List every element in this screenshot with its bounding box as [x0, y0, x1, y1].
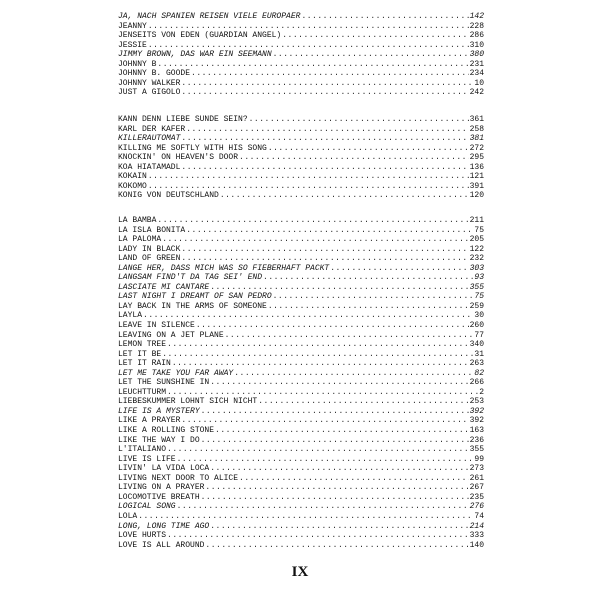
entry-title: JOHNNY B. GOODE: [118, 69, 191, 79]
dot-leader: [225, 331, 474, 341]
dot-leader: [220, 191, 469, 201]
entry-title: LIKE A ROLLING STONE: [118, 426, 215, 436]
index-entry: [118, 426, 484, 436]
entry-title: L'ITALIANO: [118, 445, 167, 455]
index-section-l: [118, 216, 484, 550]
entry-title: JA, NACH SPANIEN REISEN VIELE EUROPÄER: [118, 12, 301, 21]
index-entry: [118, 455, 484, 465]
entry-title: LANGSAM FIND'T DA TAG SEI' END: [118, 273, 263, 283]
entry-page-number: 214: [469, 521, 484, 531]
index-entry: [118, 531, 484, 541]
dot-leader: [143, 311, 473, 321]
dot-leader: [148, 172, 469, 182]
entry-page-number: 303: [469, 263, 484, 273]
entry-title: LOVE IS ALL AROUND: [118, 540, 205, 550]
index-entry: [118, 436, 484, 446]
index-entry: [118, 216, 484, 226]
entry-page-number: 82: [474, 368, 484, 378]
entry-title: LEAVING ON A JET PLANE: [118, 330, 224, 340]
entry-title: LET IT RAIN: [118, 359, 171, 369]
entry-title: KILLERAUTOMAT: [118, 134, 181, 144]
entry-page-number: 31: [474, 349, 484, 359]
entry-page-number: 228: [469, 21, 484, 31]
index-entry: [118, 502, 484, 512]
index-entry: [118, 245, 484, 255]
index-section-k: [118, 115, 484, 201]
dot-leader: [181, 79, 473, 89]
dot-leader: [181, 245, 468, 255]
entry-title: KILLING ME SOFTLY WITH HIS SONG: [118, 143, 267, 153]
index-entry: [118, 522, 484, 532]
entry-title: LET ME TAKE YOU FAR AWAY: [118, 368, 234, 378]
dot-leader: [330, 264, 468, 274]
index-entry: [118, 464, 484, 474]
dot-leader: [282, 31, 468, 41]
dot-leader: [167, 340, 469, 350]
index-entry: [118, 172, 484, 182]
entry-title: JUST A GIGOLO: [118, 88, 181, 98]
entry-page-number: 235: [469, 492, 484, 502]
index-entry: [118, 483, 484, 493]
entry-title: JENSEITS VON EDEN (GUARDIAN ANGEL): [118, 31, 282, 41]
entry-title: LA PALOMA: [118, 235, 162, 245]
entry-title: LONG, LONG TIME AGO: [118, 521, 210, 531]
entry-title: LIVE IS LIFE: [118, 454, 176, 464]
entry-title: LAYLA: [118, 311, 143, 321]
entry-title: LA BAMBA: [118, 216, 157, 225]
index-entry: [118, 153, 484, 163]
entry-title: KANN DENN LIEBE SÜNDE SEIN?: [118, 115, 248, 124]
entry-page-number: 10: [474, 78, 484, 88]
entry-page-number: 120: [469, 191, 484, 201]
entry-title: KARL DER KÄFER: [118, 124, 186, 134]
entry-title: LIVING ON A PRAYER: [118, 483, 205, 493]
index-entry: [118, 292, 484, 302]
entry-title: LIKE THE WAY I DO: [118, 435, 200, 445]
index-entry: [118, 125, 484, 135]
entry-page-number: 242: [469, 88, 484, 98]
index-entry: [118, 115, 484, 125]
dot-leader: [177, 455, 474, 465]
dot-leader: [249, 115, 469, 125]
dot-leader: [234, 369, 473, 379]
dot-leader: [167, 388, 478, 398]
entry-page-number: 205: [469, 235, 484, 245]
entry-page-number: 259: [469, 301, 484, 311]
dot-leader: [205, 541, 468, 551]
entry-title: KÖNIG VON DEUTSCHLAND: [118, 191, 219, 201]
entry-page-number: 267: [469, 483, 484, 493]
index-entry: [118, 22, 484, 32]
dot-leader: [268, 302, 469, 312]
index-section-j: [118, 12, 484, 98]
index-entry: [118, 79, 484, 89]
index-entry: [118, 407, 484, 417]
entry-page-number: 74: [474, 511, 484, 521]
index-entry: [118, 350, 484, 360]
entry-page-number: 310: [469, 40, 484, 50]
dot-leader: [201, 407, 469, 417]
entry-title: LEUCHTTURM: [118, 387, 167, 397]
entry-page-number: 276: [469, 502, 484, 512]
entry-page-number: 273: [469, 464, 484, 474]
dot-leader: [273, 50, 469, 60]
index-entry: [118, 226, 484, 236]
entry-page-number: 99: [474, 454, 484, 464]
index-entry: [118, 163, 484, 173]
entry-page-number: 340: [469, 340, 484, 350]
entry-title: JEANNY: [118, 21, 147, 31]
entry-page-number: 295: [469, 153, 484, 163]
index-entry: [118, 235, 484, 245]
dot-leader: [210, 464, 468, 474]
index-entry: [118, 69, 484, 79]
entry-page-number: 77: [474, 330, 484, 340]
entry-page-number: 361: [469, 115, 484, 124]
index-entry: [118, 416, 484, 426]
dot-leader: [268, 144, 469, 154]
dot-leader: [215, 426, 469, 436]
entry-title: LAND OF GREEN: [118, 254, 181, 264]
index-entry: [118, 493, 484, 503]
entry-title: LASCIATE MI CANTARE: [118, 282, 210, 292]
entry-page-number: 253: [469, 397, 484, 407]
entry-title: KOA HIATAMADL: [118, 162, 181, 172]
entry-title: LADY IN BLACK: [118, 244, 181, 254]
entry-title: JOHNNY B: [118, 59, 157, 69]
entry-page-number: 236: [469, 435, 484, 445]
index-entry: [118, 144, 484, 154]
index-entry: [118, 340, 484, 350]
dot-leader: [191, 69, 469, 79]
entry-page-number: 122: [469, 244, 484, 254]
index-entry: [118, 512, 484, 522]
entry-page-number: 266: [469, 378, 484, 388]
entry-title: JIMMY BROWN, DAS WAR EIN SEEMANN: [118, 50, 272, 60]
entry-page-number: 380: [469, 50, 484, 60]
entry-title: JESSIE: [118, 40, 147, 50]
dot-leader: [177, 502, 469, 512]
dot-leader: [157, 60, 468, 70]
dot-leader: [239, 474, 469, 484]
entry-title: LA ISLA BONITA: [118, 225, 186, 235]
entry-title: LIFE IS A MYSTERY: [118, 406, 200, 416]
entry-title: LET IT BE: [118, 349, 162, 359]
entry-title: LET THE SUNSHINE IN: [118, 378, 210, 388]
dot-leader: [201, 493, 469, 503]
index-entry: [118, 50, 484, 60]
dot-leader: [210, 283, 468, 293]
entry-page-number: 392: [469, 416, 484, 426]
page-number: IX: [291, 564, 309, 580]
entry-page-number: 121: [469, 172, 484, 182]
entry-page-number: 258: [469, 124, 484, 134]
dot-leader: [258, 397, 468, 407]
entry-page-number: 260: [469, 321, 484, 331]
index-entry: [118, 182, 484, 192]
index-entry: [118, 273, 484, 283]
entry-page-number: 140: [469, 540, 484, 550]
entry-page-number: 333: [469, 531, 484, 541]
dot-leader: [273, 292, 474, 302]
entry-title: LOGICAL SONG: [118, 502, 176, 512]
dot-leader: [148, 182, 469, 192]
index-entry: [118, 321, 484, 331]
index-entry: [118, 331, 484, 341]
entry-title: LANGE HER, DASS MICH WAS SO FIEBERHAFT PACKT: [118, 263, 330, 273]
dot-leader: [181, 416, 468, 426]
index-entry: [118, 378, 484, 388]
index-entry: [118, 388, 484, 398]
entry-page-number: 355: [469, 445, 484, 455]
entry-page-number: 272: [469, 143, 484, 153]
entry-title: LEMON TREE: [118, 340, 167, 350]
index-entry: [118, 283, 484, 293]
entry-title: LIVING NEXT DOOR TO ALICE: [118, 473, 239, 483]
entry-page-number: 234: [469, 69, 484, 79]
entry-title: LOVE HURTS: [118, 531, 167, 541]
dot-leader: [301, 12, 468, 22]
entry-page-number: 93: [474, 273, 484, 283]
dot-leader: [148, 22, 469, 32]
index-entry: [118, 474, 484, 484]
entry-page-number: 392: [469, 406, 484, 416]
index-entry: [118, 397, 484, 407]
dot-leader: [167, 445, 469, 455]
dot-leader: [162, 235, 468, 245]
entry-page-number: 381: [469, 134, 484, 144]
index-entry: [118, 134, 484, 144]
dot-leader: [201, 436, 469, 446]
index-entry: [118, 12, 484, 22]
dot-leader: [162, 350, 473, 360]
index-entry: [118, 60, 484, 70]
index-entry: [118, 541, 484, 551]
dot-leader: [138, 512, 473, 522]
entry-page-number: 391: [469, 181, 484, 191]
dot-leader: [157, 216, 468, 226]
dot-leader: [167, 531, 469, 541]
entry-page-number: 142: [469, 12, 484, 21]
entry-page-number: 163: [469, 426, 484, 436]
entry-title: LIVIN' LA VIDA LOCA: [118, 464, 210, 474]
index-entry: [118, 264, 484, 274]
entry-page-number: 136: [469, 162, 484, 172]
dot-leader: [263, 273, 473, 283]
entry-page-number: 75: [474, 225, 484, 235]
entry-title: LAST NIGHT I DREAMT OF SAN PEDRO: [118, 292, 272, 302]
entry-title: LEAVE IN SILENCE: [118, 321, 195, 331]
dot-leader: [205, 483, 468, 493]
entry-page-number: 211: [469, 216, 484, 225]
index-entry: [118, 445, 484, 455]
entry-page-number: 232: [469, 254, 484, 264]
index-entry: [118, 359, 484, 369]
index-entry: [118, 311, 484, 321]
dot-leader: [181, 134, 468, 144]
entry-title: LIKE A PRAYER: [118, 416, 181, 426]
index-entry: [118, 41, 484, 51]
entry-page-number: 286: [469, 31, 484, 41]
dot-leader: [210, 378, 468, 388]
entry-page-number: 263: [469, 359, 484, 369]
entry-page-number: 355: [469, 282, 484, 292]
entry-title: KNOCKIN' ON HEAVEN'S DOOR: [118, 153, 239, 163]
index-entry: [118, 302, 484, 312]
dot-leader: [181, 163, 468, 173]
dot-leader: [181, 88, 468, 98]
entry-page-number: 30: [474, 311, 484, 321]
entry-title: LIEBESKUMMER LOHNT SICH NICHT: [118, 397, 258, 407]
dot-leader: [181, 254, 468, 264]
index-entry: [118, 254, 484, 264]
index-entry: [118, 369, 484, 379]
entry-page-number: 231: [469, 59, 484, 69]
entry-title: KOKOMO: [118, 181, 147, 191]
entry-title: LOLA: [118, 511, 138, 521]
dot-leader: [210, 522, 468, 532]
dot-leader: [172, 359, 469, 369]
entry-page-number: 261: [469, 473, 484, 483]
dot-leader: [186, 226, 473, 236]
index-entry: [118, 88, 484, 98]
index-entry: [118, 31, 484, 41]
entry-page-number: 75: [474, 292, 484, 302]
entry-title: LOCOMOTIVE BREATH: [118, 492, 200, 502]
entry-page-number: 2: [479, 387, 484, 397]
index-entry: [118, 191, 484, 201]
dot-leader: [239, 153, 469, 163]
dot-leader: [186, 125, 468, 135]
entry-title: LAY BACK IN THE ARMS OF SOMEONE: [118, 301, 267, 311]
dot-leader: [196, 321, 469, 331]
entry-title: KOKAIN: [118, 172, 147, 182]
entry-title: JOHNNY WALKER: [118, 78, 181, 88]
dot-leader: [148, 41, 469, 51]
